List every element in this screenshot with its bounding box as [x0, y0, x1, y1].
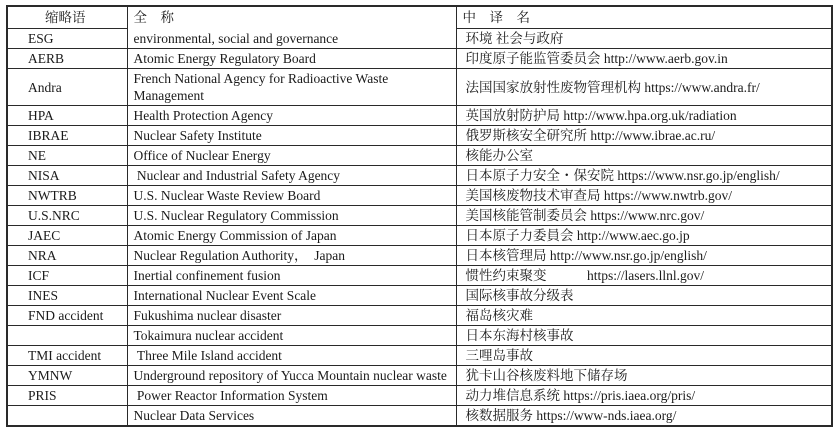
table-row — [7, 69, 832, 106]
full-name-cell: Health Protection Agency — [127, 106, 456, 126]
chinese-name-cell: 美国核废物技术审查局 https://www.nwtrb.gov/ — [456, 186, 832, 206]
full-name-cell: Underground repository of Yucca Mountain nuclear waste — [127, 366, 456, 386]
chinese-name-cell: 国际核事故分级表 — [456, 286, 832, 306]
full-name-cell: Nuclear Regulation Authority， Japan — [127, 246, 456, 266]
full-name-cell: Nuclear Safety Institute — [127, 126, 456, 146]
abbreviation-glossary-table — [6, 5, 833, 427]
table-row — [7, 206, 832, 226]
abbreviation-cell: IBRAE — [7, 126, 127, 146]
chinese-name-cell: 日本原子力委員会 http://www.aec.go.jp — [456, 226, 832, 246]
full-name-cell: Fukushima nuclear disaster — [127, 306, 456, 326]
abbreviation-cell — [7, 326, 127, 346]
full-name-cell: Three Mile Island accident — [127, 346, 456, 366]
table-row — [7, 286, 832, 306]
full-name-cell: U.S. Nuclear Regulatory Commission — [127, 206, 456, 226]
full-name-cell: Power Reactor Information System — [127, 386, 456, 406]
chinese-name-cell: 动力堆信息系统 https://pris.iaea.org/pris/ — [456, 386, 832, 406]
chinese-name-cell: 环境 社会与政府 — [456, 29, 832, 49]
header-row — [7, 6, 832, 29]
table-row — [7, 246, 832, 266]
abbreviation-cell: AERB — [7, 49, 127, 69]
chinese-name-cell: 法国国家放射性废物管理机构 https://www.andra.fr/ — [456, 69, 832, 106]
table-row — [7, 49, 832, 69]
chinese-name-cell: 犹卡山谷核废料地下储存场 — [456, 366, 832, 386]
full-name-cell: International Nuclear Event Scale — [127, 286, 456, 306]
table-row — [7, 326, 832, 346]
chinese-name-cell: 俄罗斯核安全研究所 http://www.ibrae.ac.ru/ — [456, 126, 832, 146]
table-row — [7, 226, 832, 246]
full-name-cell: U.S. Nuclear Waste Review Board — [127, 186, 456, 206]
chinese-name-cell: 印度原子能监管委员会 http://www.aerb.gov.in — [456, 49, 832, 69]
full-name-cell: Atomic Energy Commission of Japan — [127, 226, 456, 246]
abbreviation-cell: JAEC — [7, 226, 127, 246]
abbreviation-cell: HPA — [7, 106, 127, 126]
chinese-name-cell: 日本核管理局 http://www.nsr.go.jp/english/ — [456, 246, 832, 266]
abbreviation-cell: NRA — [7, 246, 127, 266]
chinese-name-cell: 日本东海村核事故 — [456, 326, 832, 346]
chinese-name-cell: 美国核能管制委员会 https://www.nrc.gov/ — [456, 206, 832, 226]
table-row — [7, 126, 832, 146]
chinese-name-cell: 核能办公室 — [456, 146, 832, 166]
column-header-full-name: 全 称 — [127, 6, 456, 29]
chinese-name-cell: 日本原子力安全・保安院 https://www.nsr.go.jp/english/ — [456, 166, 832, 186]
abbreviation-cell: U.S.NRC — [7, 206, 127, 226]
abbreviation-cell: NE — [7, 146, 127, 166]
table-row — [7, 366, 832, 386]
full-name-cell: environmental, social and governance — [127, 29, 456, 49]
full-name-cell: Nuclear Data Services — [127, 406, 456, 427]
table-row — [7, 166, 832, 186]
full-name-cell: French National Agency for Radioactive Waste Management — [127, 69, 456, 106]
chinese-name-cell: 惯性约束聚变 https://lasers.llnl.gov/ — [456, 266, 832, 286]
abbreviation-cell — [7, 406, 127, 427]
abbreviation-cell: NISA — [7, 166, 127, 186]
table-row — [7, 106, 832, 126]
abbreviation-cell: INES — [7, 286, 127, 306]
abbreviation-cell: YMNW — [7, 366, 127, 386]
chinese-name-cell: 核数据服务 https://www-nds.iaea.org/ — [456, 406, 832, 427]
chinese-name-cell: 三哩岛事故 — [456, 346, 832, 366]
abbreviation-cell: TMI accident — [7, 346, 127, 366]
table-row — [7, 386, 832, 406]
full-name-cell: Nuclear and Industrial Safety Agency — [127, 166, 456, 186]
abbreviation-cell: ICF — [7, 266, 127, 286]
table-row — [7, 146, 832, 166]
full-name-cell: Office of Nuclear Energy — [127, 146, 456, 166]
full-name-cell: Atomic Energy Regulatory Board — [127, 49, 456, 69]
abbreviation-cell: ESG — [7, 29, 127, 49]
chinese-name-cell: 福岛核灾难 — [456, 306, 832, 326]
full-name-cell: Tokaimura nuclear accident — [127, 326, 456, 346]
abbreviation-cell: Andra — [7, 69, 127, 106]
table-row — [7, 406, 832, 427]
table-row — [7, 186, 832, 206]
abbreviation-cell: NWTRB — [7, 186, 127, 206]
abbreviation-cell: PRIS — [7, 386, 127, 406]
table-row — [7, 346, 832, 366]
full-name-cell: Inertial confinement fusion — [127, 266, 456, 286]
table-row — [7, 266, 832, 286]
column-header-chinese-name: 中 译 名 — [456, 6, 832, 29]
chinese-name-cell: 英国放射防护局 http://www.hpa.org.uk/radiation — [456, 106, 832, 126]
column-header-abbreviation: 缩略语 — [7, 6, 127, 29]
table-row — [7, 29, 832, 49]
table-row — [7, 306, 832, 326]
abbreviation-cell: FND accident — [7, 306, 127, 326]
